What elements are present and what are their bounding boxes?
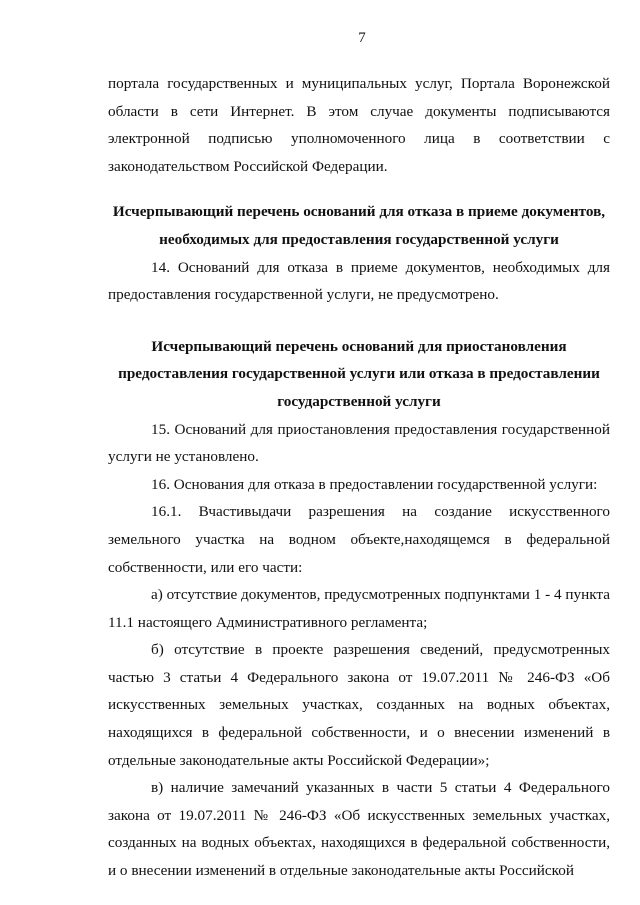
section-heading-suspension-line-3: государственной услуги bbox=[277, 392, 441, 410]
paragraph-14: 14. Оснований для отказа в приеме документов, необходимых для предоставления государственной услуги, не предусмотрено. bbox=[108, 258, 610, 304]
section-heading-refusal-docs-line-1: Исчерпывающий перечень оснований для отказа в приеме документов, bbox=[112, 203, 606, 221]
paragraph-16: 16. Основания для отказа в предоставлении государственной услуги: bbox=[151, 475, 598, 493]
section-suspension bbox=[108, 333, 610, 885]
paragraph-15: 15. Оснований для приостановления предоставления государственной услуги не установлено. bbox=[108, 420, 610, 466]
list-item-a: а) отсутствие документов, предусмотренных подпунктами 1 - 4 пункта 11.1 настоящего Административного регламента; bbox=[108, 586, 610, 631]
list-item-b: б) отсутствие в проекте разрешения сведений, предусмотренных частью 3 статьи 4 Федерального закона от 19.07.2011 № 246-ФЗ «Об искусственных земельных участках, созданных на водных объектах, находящихся в федеральной собственности, и о внесении изменений в отдельные законодательные акты Российской Федерации»; bbox=[108, 641, 610, 769]
page-number: 7 bbox=[358, 30, 366, 46]
section-heading-suspension-line-2: предоставления государственной услуги или отказа в предоставлении bbox=[118, 365, 600, 383]
list-item-v: в) наличие замечаний указанных в части 5 статьи 4 Федерального закона от 19.07.2011 № 246-ФЗ «Об искусственных земельных участках, созданных на водных объектах, находящихся в федеральной собственности, и о внесении изменений в отдельные законодательные акты Российской bbox=[108, 779, 610, 880]
section-heading-suspension-line-1: Исчерпывающий перечень оснований для приостановления bbox=[151, 337, 567, 355]
section-refusal-docs bbox=[108, 198, 610, 308]
paragraph-16-1: 16.1. Вчастивыдачи разрешения на создание искусственного земельного участка на водном объекте,находящемся в федеральной собственности, или его части: bbox=[108, 503, 610, 576]
intro-paragraph: портала государственных и муниципальных услуг, Портала Воронежской области в сети Интернет. В этом случае документы подписываются электронной подписью уполномоченного лица в соответствии с законодательством Российской Федерации. bbox=[108, 75, 610, 175]
section-heading-refusal-docs-line-2: необходимых для предоставления государственной услуги bbox=[159, 230, 559, 248]
